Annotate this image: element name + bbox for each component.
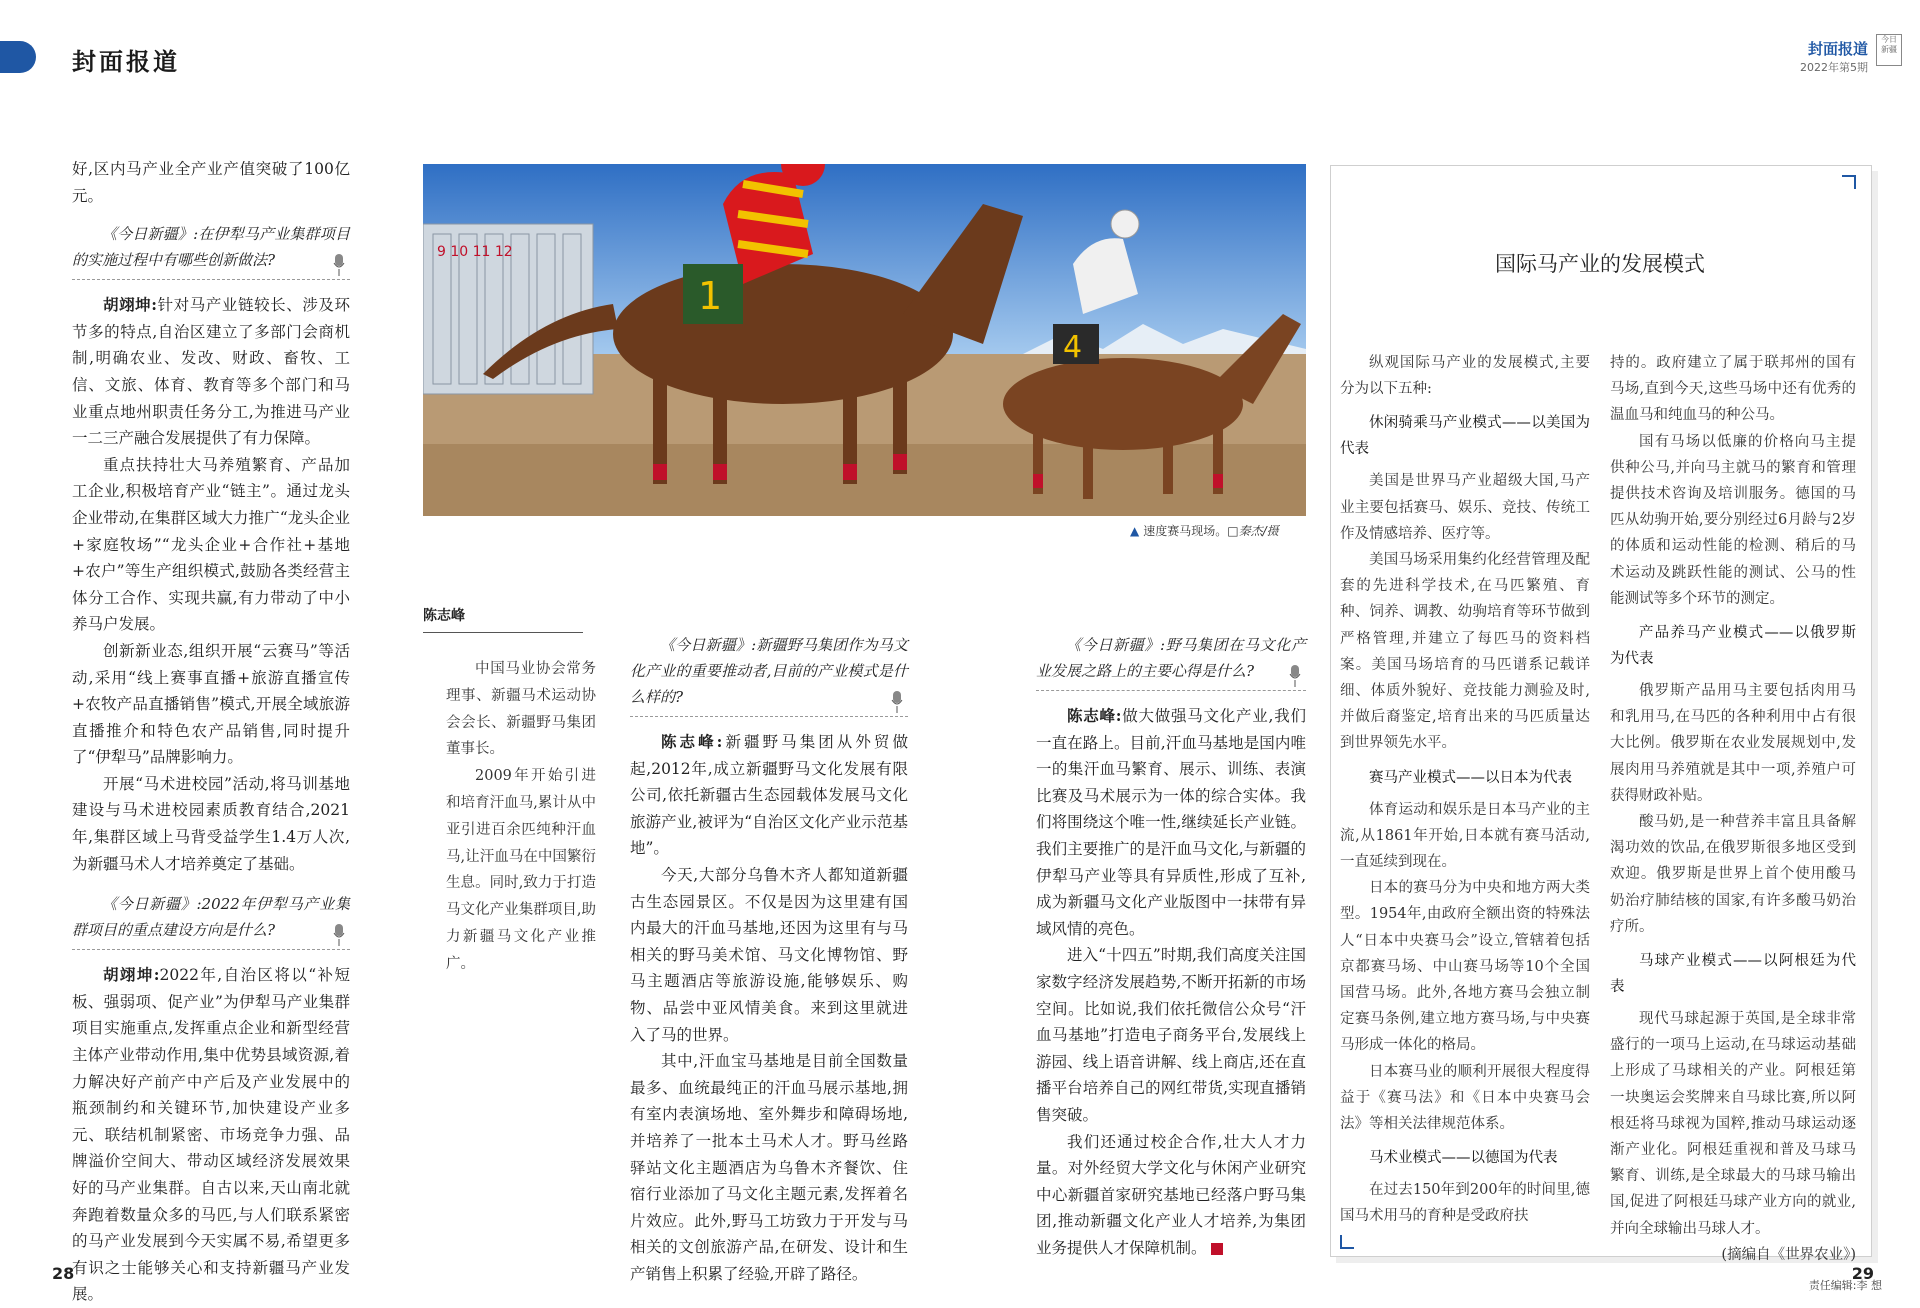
sidebar-subheading: 产品养马产业模式——以俄罗斯为代表 [1610,625,1856,668]
paragraph: 现代马球起源于英国,是全球非常盛行的一项马上运动,在马球运动基础上形成了马球相关的产业。阿根廷第一块奥运会奖牌来自马球比赛,所以阿根廷将马球视为国粹,推动马球运动逐渐产业化。阿根廷重视和普及马球马繁育、训练,是全球最大的马球马输出国,促进了阿根廷马球产业方向的就业,并向全球输出马球人才。 [1610,1011,1856,1237]
page-number-left: 28 [52,1264,75,1283]
microphone-icon [332,253,346,277]
speaker-label: 胡翊坤: [103,295,157,315]
speaker-label: 胡翊坤: [103,965,160,985]
magazine-logo [1876,34,1902,66]
issue-number: 2022年第5期 [1800,61,1868,74]
sidebar-subheading: 马球产业模式——以阿根廷为代表 [1610,953,1856,996]
svg-text:9 10 11 12: 9 10 11 12 [437,244,513,260]
paragraph [72,292,350,452]
magazine-brand [1800,38,1868,75]
paragraph: 日本赛马业的顺利开展很大程度得益于《赛马法》和《日本中央赛马会法》等相关法律规范体系。 [1340,1063,1590,1133]
horse-racing-photo [423,164,1306,516]
paragraph [630,729,908,862]
answer-text: 新疆野马集团从外贸做起,2012年,成立新疆野马文化发展有限公司,依托新疆古生态园载体发展马文化旅游产业,被评为“自治区文化产业示范基地”。 [630,733,908,858]
corner-bracket-icon [1842,175,1856,189]
sidebar-subheading: 马术业模式——以德国为代表 [1369,1150,1558,1167]
sidebar-subheading: 休闲骑乘马产业模式——以美国为代表 [1340,415,1590,458]
paragraph: 俄罗斯产品用马主要包括肉用马和乳用马,在马匹的各种利用中占有很大比例。俄罗斯在农业发展规划中,发展肉用马养殖就是其中一项,养殖户可获得财政补贴。 [1610,683,1856,804]
bio-paragraph: 中国马业协会常务理事、新疆马术运动协会会长、新疆野马集团董事长。 [446,661,596,758]
paragraph: 其中,汗血宝马基地是目前全国数量最多、血统最纯正的汗血马展示基地,拥有室内表演场地、室外舞步和障碍场地,并培养了一批本土马术人才。野马丝路驿站文化主题酒店为乌鲁木齐餐饮、住宿行业添加了马文化主题元素,发挥着名片效应。此外,野马工坊致力于开发与马相关的文创旅游产品,在研发、设计和生产销售上积累了经验,开辟了路径。 [630,1052,908,1283]
interview-question [630,632,908,717]
interview-question [72,221,350,280]
answer-text: 做大做强马文化产业,我们一直在路上。目前,汗血马基地是国内唯一的集汗血马繁育、展示、训练、表演比赛及马术展示为一体的综合实体。我们将围绕这个唯一性,继续延长产业链。我们主要推广的是汗血马文化,与新疆的伊犁马产业等具有异质性,形成了互补,成为新疆马文化产业版图中一抹带有异域风情的亮色。 [1036,707,1306,938]
middle-column [630,632,908,1287]
brand-title: 封面报道 [1807,40,1868,58]
divider [423,632,583,633]
svg-text:4: 4 [1063,330,1083,365]
question-text: 《今日新疆》:野马集团在马文化产业发展之路上的主要心得是什么? [1036,636,1306,680]
author-name: 陈志峰 [423,608,465,624]
section-title: 封面报道 [72,47,180,76]
paragraph: 日本的赛马分为中央和地方两大类型。1954年,由政府全额出资的特殊法人“日本中央赛马会”设立,管辖着包括京都赛马场、中山赛马场等10个全国国营马场。此外,各地方赛马会独立制定赛马条例,建立地方赛马场,与中央赛马形成一体化的格局。 [1340,880,1590,1054]
source-note: (摘编自《世界农业》) [1721,1246,1856,1263]
page-number-right: 29 [1851,1264,1874,1283]
logo-text: 新疆 [1881,45,1897,54]
paragraph: 在过去150年到200年的时间里,德国马术用马的育种是受政府扶 [1340,1182,1590,1225]
sidebar-column-left [1340,350,1590,1230]
paragraph: 纵观国际马产业的发展模式,主要分为以下五种: [1340,355,1590,398]
paragraph: 创新新业态,组织开展“云赛马”等活动,采用“线上赛事直播+旅游直播宣传+农牧产品直播销售”模式,开展全域旅游直播推介和特色农产品销售,同时提升了“伊犁马”品牌影响力。 [72,641,350,767]
paragraph: 持的。政府建立了属于联邦州的国有马场,直到今天,这些马场中还有优秀的温血马和纯血马的种公马。 [1610,355,1856,424]
bio-paragraph: 2009年开始引进和培育汗血马,累计从中亚引进百余匹纯种汗血马,让汗血马在中国繁衍生息。同时,致力于打造马文化产业集群项目,助力新疆马文化产业推广。 [446,768,596,972]
question-text: 《今日新疆》:2022年伊犁马产业集群项目的重点建设方向是什么? [72,895,350,940]
photo-caption [1130,522,1279,539]
paragraph: 美国是世界马产业超级大国,马产业主要包括赛马、娱乐、竞技、传统工作及情感培养、医疗等。 [1340,473,1590,542]
microphone-icon [332,923,346,947]
microphone-icon [890,690,904,714]
section-tab-marker [0,41,36,73]
svg-text:1: 1 [698,274,723,318]
logo-text: 今日 [1881,35,1897,44]
paragraph [1036,1129,1306,1262]
sidebar-title: 国际马产业的发展模式 [1495,252,1705,276]
paragraph: 体育运动和娱乐是日本马产业的主流,从1861年开始,日本就有赛马活动,一直延续到现在。 [1340,801,1590,871]
interview-question [72,891,350,950]
paragraph: 开展“马术进校园”活动,将马训基地建设与马术进校园素质教育结合,2021年,集群区域上马背受益学生1.4万人次,为新疆马术人才培养奠定了基础。 [72,774,350,873]
photo-illustration [423,164,1306,516]
left-column [72,156,350,1308]
right-column [1036,632,1306,1261]
answer-text: 2022年,自治区将以“补短板、强弱项、促产业”为伊犁马产业集群项目实施重点,发挥重点企业和新型经营主体产业带动作用,集中优势县域资源,着力解决好产前产中产后及产业发展中的瓶颈制约和关键环节,加快建设产业多元、联结机制紧密、市场竞争力强、品牌溢价空间大、带动区域经济发展效果好的马产业集群。自古以来,天山南北就奔跑着数量众多的马匹,与人们联系紧密的马产业发展到今天实属不易,希望更多有识之士能够关心和支持新疆马产业发展。 [72,966,350,1304]
corner-bracket-icon [1340,1235,1354,1249]
paragraph: 重点扶持壮大马养殖繁育、产品加工企业,积极培育产业“链主”。通过龙头企业带动,在集群区域大力推广“龙头企业+家庭牧场”“龙头企业+合作社+基地+农户”等生产组织模式,鼓励各类经营主体分工合作、实现共赢,有力带动了中小养马户发展。 [72,455,350,634]
interview-question [1036,632,1306,691]
responsible-editor: 责任编辑:李 想 [1808,1279,1882,1292]
paragraph: 进入“十四五”时期,我们高度关注国家数字经济发展趋势,不断开拓新的市场空间。比如说,我们依托微信公众号“汗血马基地”打造电子商务平台,发展线上游园、线上语音讲解、线上商店,还在直播平台培养自己的网红带货,实现直播销售突破。 [1036,946,1306,1124]
speaker-label: 陈志峰: [661,732,723,751]
caption-text: 速度赛马现场。 [1143,524,1228,538]
sidebar-subheading: 赛马产业模式——以日本为代表 [1369,769,1572,786]
end-of-article-icon [1211,1243,1223,1255]
triangle-icon: ▲ [1130,524,1140,538]
paragraph: 国有马场以低廉的价格向马主提供种公马,并向马主就马的繁育和管理提供技术咨询及培训服务。德国的马匹从幼驹开始,要分别经过6月龄与2岁的体质和运动性能的检测、稍后的马术运动及跳跃性能的测试、公马的性能测试等多个环节的测定。 [1610,433,1856,607]
microphone-icon [1288,664,1302,688]
paragraph-text: 我们还通过校企合作,壮大人才力量。对外经贸大学文化与休闲产业研究中心新疆首家研究基地已经落户野马集团,推动新疆文化产业人才培养,为集团业务提供人才保障机制。 [1036,1132,1306,1257]
author-bio [446,656,596,978]
paragraph [1036,703,1306,942]
photo-credit: □秦杰/摄 [1227,524,1279,538]
paragraph: 酸马奶,是一种营养丰富且具备解渴功效的饮品,在俄罗斯很多地区受到欢迎。俄罗斯是世界上首个使用酸马奶治疗肺结核的国家,有许多酸马奶治疗所。 [1610,814,1856,935]
question-text: 《今日新疆》:在伊犁马产业集群项目的实施过程中有哪些创新做法? [72,225,350,270]
sidebar-column-right [1610,350,1856,1268]
paragraph [72,962,350,1308]
speaker-label: 陈志峰: [1067,706,1122,725]
question-text: 《今日新疆》:新疆野马集团作为马文化产业的重要推动者,目前的产业模式是什么样的? [630,636,908,706]
paragraph: 美国马场采用集约化经营管理及配套的先进科学技术,在马匹繁殖、育种、饲养、调教、幼驹培育等环节做到严格管理,并建立了每匹马的资料档案。美国马场培育的马匹谱系记载详细、体质外貌好、竞技能力测验及时,并做后裔鉴定,培育出来的马匹质量达到世界领先水平。 [1340,552,1590,752]
paragraph: 好,区内马产业全产业产值突破了100亿元。 [72,160,350,205]
paragraph: 今天,大部分乌鲁木齐人都知道新疆古生态园景区。不仅是因为这里建有国内最大的汗血马基地,还因为这里有与马相关的野马美术馆、马文化博物馆、野马主题酒店等旅游设施,能够娱乐、购物、品尝中亚风情美食。来到这里就进入了马的世界。 [630,865,908,1044]
answer-text: 针对马产业链较长、涉及环节多的特点,自治区建立了多部门会商机制,明确农业、发改、财政、畜牧、工信、文旅、体育、教育等多个部门和马业重点地州职责任务分工,为推进马产业一二三产融合发展提供了有力保障。 [72,296,350,448]
